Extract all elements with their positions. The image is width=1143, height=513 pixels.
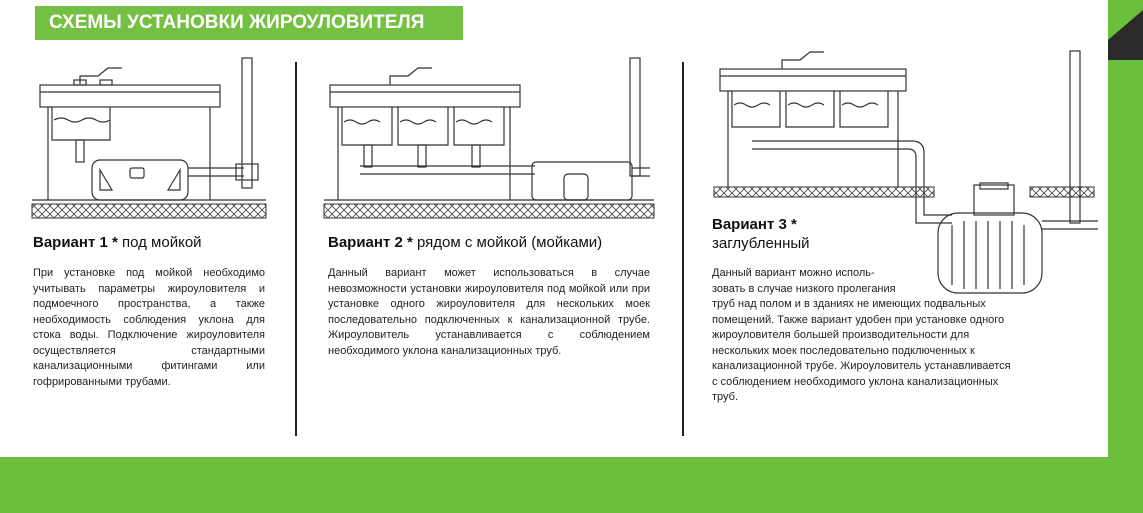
page-title: СХЕМЫ УСТАНОВКИ ЖИРОУЛОВИТЕЛЯ <box>49 12 425 33</box>
variant-1-heading-rest: под мойкой <box>117 234 202 251</box>
diagram-variant-3 <box>712 45 1102 295</box>
variant-3-heading-bold: Вариант 3 * <box>712 216 797 233</box>
variant-3-line: жироуловителя большей производительности для <box>712 329 970 341</box>
variant-3-line: труб над полом и в зданиях не имеющих подвальных <box>712 298 986 310</box>
variant-3-heading-rest: заглубленный <box>712 235 810 252</box>
variant-3-description <box>712 266 1072 406</box>
variant-2-heading-rest: рядом с мойкой (мойками) <box>412 234 603 251</box>
variant-2-description: Данный вариант может использоваться в случае невозможности установки жироуловителя под мойкой или при установке одного жироуловителя для нескольких моек последовательно подключенных к канализационной трубе. Жироуловитель устанавливается с соблюдением необходимого уклона канализационных труб. <box>328 267 650 357</box>
variant-3-line: с соблюдением необходимого уклона канализационных <box>712 375 999 388</box>
diagram-variant-1 <box>30 50 270 225</box>
variant-3-line: помещений. Также вариант удобен при установке одного <box>712 313 1005 326</box>
column-divider-2 <box>682 62 684 436</box>
variant-3-line: канализационной трубе. Жироуловитель устанавливается <box>712 360 1011 372</box>
variant-3-line: зовать в случае низкого пролегания <box>712 282 896 295</box>
variant-1-heading-bold: Вариант 1 * <box>33 234 118 251</box>
column-divider-1 <box>295 62 297 436</box>
variant-1-heading <box>33 234 202 251</box>
variant-1-description: При установке под мойкой необходимо учитывать параметры жироуловителя и подмоечного пространства, а также необходимость соблюдения уклона для стока воды. Подключение жироуловителя осуществляется стандартными канализационными фитингами или гофрированными трубами. <box>33 267 265 388</box>
variant-3-line: нескольких моек последовательно подключенных к <box>712 344 975 357</box>
green-side-band <box>1108 0 1143 457</box>
title-banner <box>35 6 463 40</box>
diagram-variant-2 <box>320 50 660 225</box>
corner-decoration <box>1108 0 1143 60</box>
variant-3-line: Данный вариант можно исполь- <box>712 267 875 279</box>
variant-2-heading <box>328 234 602 251</box>
variant-2-heading-bold: Вариант 2 * <box>328 234 413 251</box>
green-footer-band <box>0 457 1143 513</box>
variant-3-line: труб. <box>712 391 739 403</box>
